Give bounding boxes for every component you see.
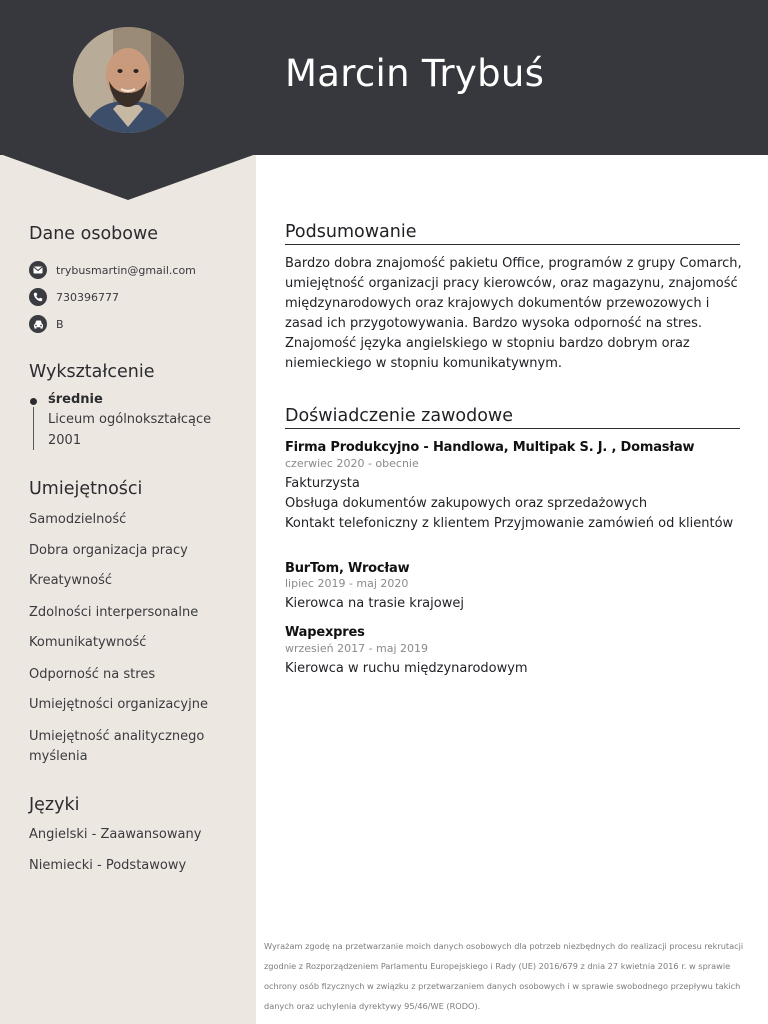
education-heading: Wykształcenie (29, 362, 155, 382)
skill-item: Komunikatywność (29, 635, 147, 650)
personal-data-heading: Dane osobowe (29, 224, 159, 244)
job-description-line: Kierowca na trasie krajowej (285, 596, 464, 611)
car-icon (29, 315, 47, 333)
job-description-line: Obsługa dokumentów zakupowych oraz sprzedażowych (285, 496, 648, 511)
skills-heading: Umiejętności (29, 479, 143, 499)
profile-photo (73, 27, 184, 133)
job-description-line: Kierowca w ruchu międzynarodowym (285, 661, 528, 676)
skill-item: Samodzielność (29, 512, 127, 527)
job-description-line: Kontakt telefoniczny z klientem Przyjmowanie zamówień od klientów (285, 516, 734, 531)
language-item: Niemiecki - Podstawowy (29, 858, 187, 873)
phone-text: 730396777 (56, 290, 119, 304)
experience-heading: Doświadczenie zawodowe (285, 406, 740, 429)
header-chevron (0, 154, 256, 200)
skill-item: Odporność na stres (29, 667, 156, 682)
driving-license-text: B (56, 317, 64, 331)
summary-text: Bardzo dobra znajomość pakietu Office, programów z grupy Comarch, umiejętność organizacji pracy kierowców, oraz magazynu, znajomość międzynarodowych oraz krajowych dokumentów przewozowych i zasad ich przygotowywania. Bardzo wysoka odporność na stres. Znajomość języka angielskiego w stopniu bardzo dobrym oraz niemieckiego w stopniu komunikatywnym. (285, 256, 742, 371)
email-icon (29, 261, 47, 279)
languages-heading: Języki (29, 795, 80, 815)
education-year: 2001 (48, 433, 82, 448)
job-description-line: Fakturzysta (285, 476, 360, 491)
timeline-line (33, 407, 34, 450)
contact-driving-license (29, 315, 64, 333)
skill-item: Kreatywność (29, 573, 113, 588)
contact-phone (29, 288, 119, 306)
job-dates: czerwiec 2020 - obecnie (285, 457, 419, 470)
skill-item: Umiejętności organizacyjne (29, 697, 208, 712)
job-dates: lipiec 2019 - maj 2020 (285, 577, 409, 590)
language-item: Angielski - Zaawansowany (29, 827, 202, 842)
education-school: Liceum ogólnokształcące (48, 412, 212, 427)
job-company: Wapexpres (285, 625, 365, 640)
job-dates: wrzesień 2017 - maj 2019 (285, 642, 429, 655)
contact-email (29, 261, 196, 279)
job-company: BurTom, Wrocław (285, 561, 410, 576)
education-level: średnie (48, 392, 103, 407)
job-company: Firma Produkcyjno - Handlowa, Multipak S. J. , Domasław (285, 440, 695, 455)
timeline-bullet (30, 398, 37, 405)
gdpr-consent-clause: Wyrażam zgodę na przetwarzanie moich danych osobowych dla potrzeb niezbędnych do realizacji procesu rekrutacji zgodnie z Rozporządzeniem Parlamentu Europejskiego i Rady (UE) 2016/679 z dnia 27 kwietnia 2016 r. w sprawie ochrony osób fizycznych w związku z przetwarzaniem danych osobowych i w sprawie swobodnego przepływu takich danych oraz uchylenia dyrektywy 95/46/WE (RODO). (264, 941, 744, 1011)
skill-item: Umiejętność analitycznego myślenia (29, 729, 205, 764)
phone-icon (29, 288, 47, 306)
summary-heading: Podsumowanie (285, 222, 740, 245)
skill-item: Zdolności interpersonalne (29, 605, 199, 620)
skill-item: Dobra organizacja pracy (29, 543, 188, 558)
person-name: Marcin Trybuś (285, 52, 545, 95)
email-text[interactable]: trybusmartin@gmail.com (56, 263, 196, 277)
